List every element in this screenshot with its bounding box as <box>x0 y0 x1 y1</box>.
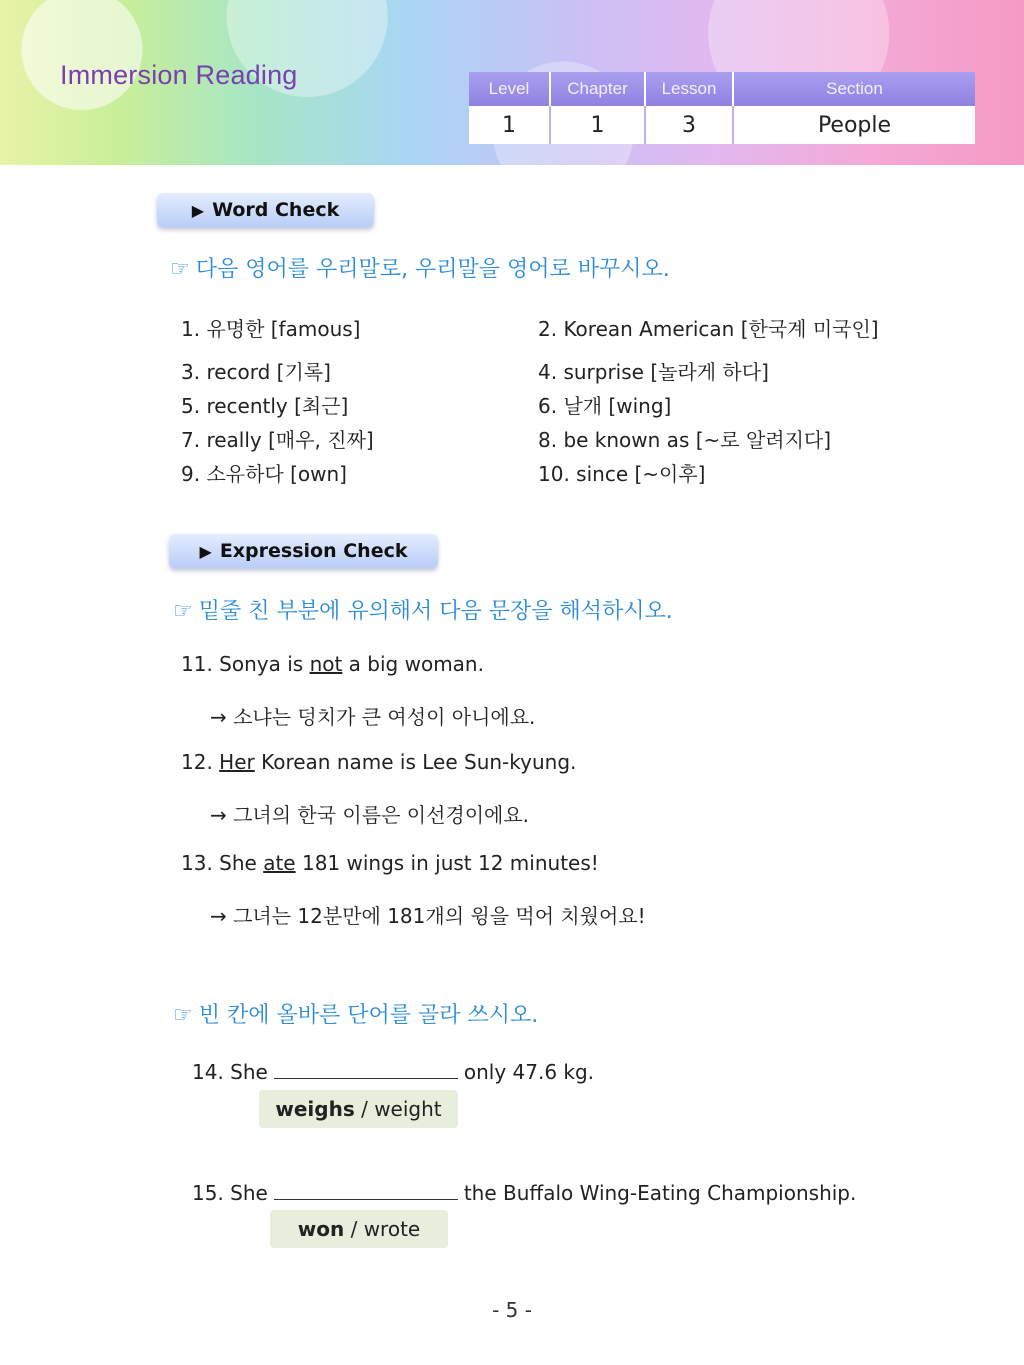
lesson-value: 3 <box>645 106 733 144</box>
choice-box-14 <box>259 1090 458 1128</box>
section-value: People <box>733 106 975 144</box>
word-check-tag <box>157 193 374 227</box>
expression-text: 13. She <box>181 851 264 875</box>
lesson-header: Lesson <box>645 72 733 106</box>
underlined-word: ate <box>263 851 296 875</box>
fill-text: 15. She <box>192 1181 268 1205</box>
expression-text: 12. <box>181 750 220 774</box>
expression-text: 11. Sonya is <box>181 652 310 676</box>
word-item-7: 7. really [매우, 진짜] <box>181 428 374 452</box>
fill-text: the Buffalo Wing-Eating Championship. <box>463 1181 857 1205</box>
play-triangle-icon: ▶ <box>199 542 212 561</box>
underlined-word: Her <box>219 750 255 774</box>
expression-answer-12: → 그녀의 한국 이름은 이선경이에요. <box>210 803 530 827</box>
fill-item-15 <box>192 1181 856 1205</box>
other-choice: weight <box>374 1097 442 1121</box>
expression-item-11 <box>181 652 484 676</box>
header-banner <box>0 0 1024 165</box>
word-item-5: 5. recently [최근] <box>181 394 349 418</box>
pointing-hand-icon: ☞ <box>173 1003 193 1028</box>
fill-text: only 47.6 kg. <box>463 1060 595 1084</box>
underlined-word: not <box>309 652 343 676</box>
level-header: Level <box>469 72 550 106</box>
choice-separator: / <box>344 1217 364 1241</box>
brand-title: Immersion Reading <box>60 60 298 90</box>
word-item-10: 10. since [~이후] <box>538 462 706 486</box>
fill-item-14 <box>192 1060 594 1084</box>
correct-choice: weighs <box>275 1097 355 1121</box>
expression-check-label: Expression Check <box>219 540 408 562</box>
answer-blank <box>274 1060 458 1079</box>
word-item-9: 9. 소유하다 [own] <box>181 462 347 486</box>
correct-choice: won <box>297 1217 345 1241</box>
word-check-label: Word Check <box>212 199 340 221</box>
pointing-hand-icon: ☞ <box>170 257 190 282</box>
expression-item-12 <box>181 750 576 774</box>
word-check-instruction <box>170 252 670 283</box>
fill-text: 14. She <box>192 1060 268 1084</box>
word-item-6: 6. 날개 [wing] <box>538 394 672 418</box>
chapter-value: 1 <box>550 106 645 144</box>
choice-box-15 <box>270 1210 448 1248</box>
expression-check-instruction-text: 밑줄 친 부분에 유의해서 다음 문장을 해석하시오. <box>198 599 673 624</box>
expression-text: Korean name is Lee Sun-kyung. <box>254 750 577 774</box>
other-choice: wrote <box>363 1217 421 1241</box>
word-item-1: 1. 유명한 [famous] <box>181 317 361 341</box>
level-value: 1 <box>469 106 550 144</box>
play-triangle-icon: ▶ <box>191 201 205 220</box>
word-check-instruction-text: 다음 영어를 우리말로, 우리말을 영어로 바꾸시오. <box>195 257 670 282</box>
word-item-8: 8. be known as [~로 알려지다] <box>538 428 832 452</box>
expression-item-13 <box>181 851 599 875</box>
pointing-hand-icon: ☞ <box>173 599 193 624</box>
lesson-info-table <box>469 72 975 144</box>
expression-answer-11: → 소냐는 덩치가 큰 여성이 아니에요. <box>210 705 536 729</box>
expression-answer-13: → 그녀는 12분만에 181개의 윙을 먹어 치웠어요! <box>210 904 646 928</box>
answer-blank <box>274 1181 458 1200</box>
word-item-3: 3. record [기록] <box>181 360 331 384</box>
page-number: - 5 - <box>492 1298 532 1322</box>
choice-separator: / <box>354 1097 375 1121</box>
section-header: Section <box>733 72 975 106</box>
fill-blank-instruction <box>173 998 538 1029</box>
fill-blank-instruction-text: 빈 칸에 올바른 단어를 골라 쓰시오. <box>198 1003 539 1028</box>
expression-check-tag <box>169 534 438 568</box>
word-item-2: 2. Korean American [한국계 미국인] <box>538 317 879 341</box>
expression-text: a big woman. <box>342 652 484 676</box>
expression-check-instruction <box>173 594 673 625</box>
chapter-header: Chapter <box>550 72 645 106</box>
word-item-4: 4. surprise [놀라게 하다] <box>538 360 769 384</box>
expression-text: 181 wings in just 12 minutes! <box>295 851 599 875</box>
